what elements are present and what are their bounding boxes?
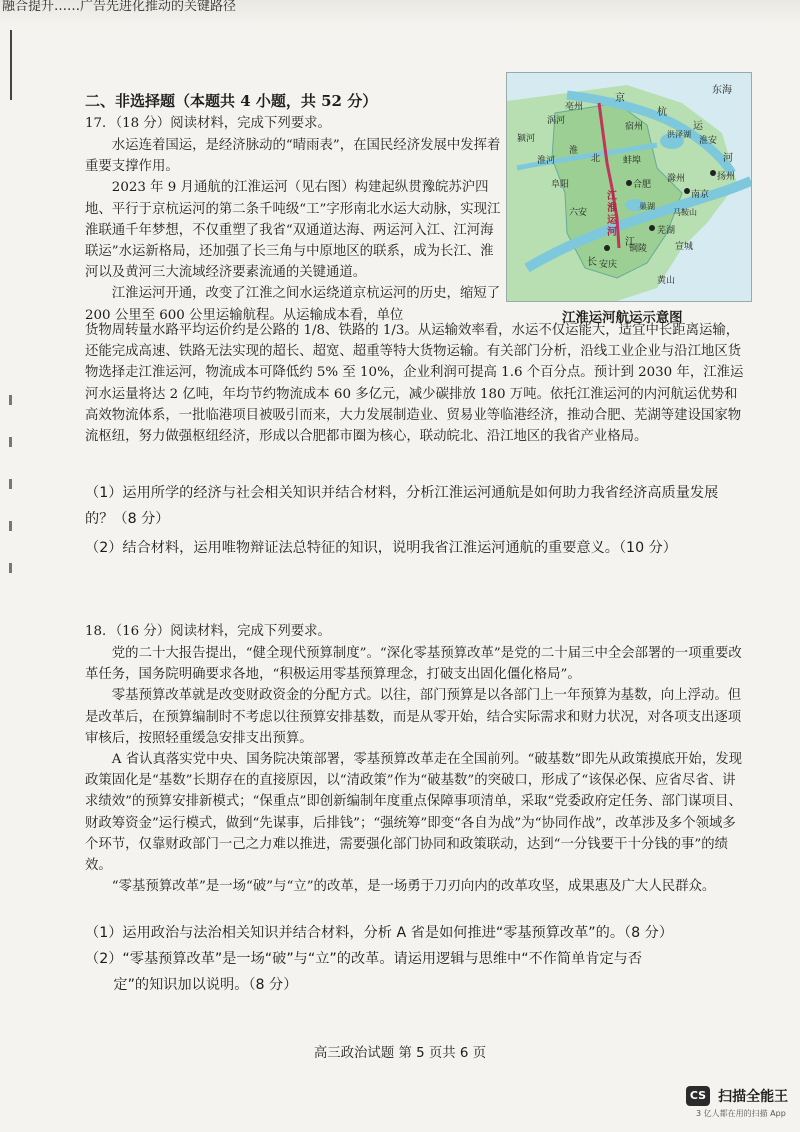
q17-material-column	[85, 135, 503, 326]
q18-material	[85, 643, 745, 897]
map-label-yun: 运	[693, 121, 703, 132]
map-label-luan: 六安	[569, 208, 588, 218]
map-label-hongzehu: 洪泽湖	[667, 130, 691, 139]
binding-marks	[8, 395, 14, 615]
map-label-huai: 淮	[569, 146, 579, 156]
map-label-bengbu: 蚌埠	[623, 156, 642, 166]
watermark-sub: 3 亿人都在用的扫描 App	[696, 1108, 786, 1118]
q18-sub2-line1: （2）“零基预算改革”是一场“破”与“立”的改革。请运用逻辑与思维中“不作简单肯定与否	[85, 951, 643, 967]
map-label-wuhu: 芜湖	[657, 226, 676, 236]
camscanner-watermark	[686, 1085, 788, 1119]
q18-sub2-line2: 定”的知识加以说明。（8 分）	[113, 977, 298, 993]
q17-material-full	[85, 320, 745, 447]
map-city-wuhu	[649, 225, 655, 231]
q18-heading: 18．（16 分）阅读材料，完成下列要求。	[85, 624, 331, 639]
map-label-nanjing: 南京	[691, 190, 710, 200]
map-label-bozhou: 亳州	[565, 102, 584, 112]
q18-para1: 党的二十大报告提出，“健全现代预算制度”。“深化零基预算改革”是党的二十届三中全会部署的一项重要改革任务，国务院明确要求各地，“积极运用零基预算理念，打破支出固化僵化格局”。	[85, 646, 742, 683]
map-label-maanshan: 马鞍山	[673, 208, 697, 217]
map-label-hefei: 合肥	[633, 180, 652, 190]
scan-edge-mark	[10, 30, 12, 100]
page-footer: 高三政治试题 第 5 页共 6 页	[313, 1046, 487, 1061]
q18-sub1: （1）运用政治与法治相关知识并结合材料，分析 A 省是如何推进“零基预算改革”的。（8 分）	[85, 925, 674, 941]
q18-para4: “零基预算改革”是一场“破”与“立”的改革，是一场勇于刀刃向内的改革攻坚，成果惠及广大人民群众。	[111, 879, 716, 895]
map-label-xuancheng: 宣城	[675, 242, 694, 252]
q18-para3: A 省认真落实党中央、国务院决策部署，零基预算改革走在全国前列。“破基数”即先从政策摸底开始，发现政策固化是“基数”长期存在的直接原因，以“清政策”作为“破基数”的突破口，形成了“该保必保、应省尽省、讲求绩效”的预算安排新模式；“保重点”即创新编制年度重点保障事项清单，采取“党委政府定任务、部门谋项目、财政筹资金”运行模式，做到“先谋事，后排钱”；“强统筹”即变“各自为战”为“协同作战”，改革涉及多个领域多个环节，仅靠财政部门一己之力难以推进，需要强化部门协同和政策联动，达到“一分钱要干十分钱的事”的绩效。	[85, 752, 742, 874]
map-label-anqing: 安庆	[599, 260, 618, 270]
map-label-jiang: 江	[625, 237, 635, 248]
map-svg	[507, 73, 751, 301]
map-label-donghai: 东海	[712, 85, 732, 96]
cropped-header-line	[0, 0, 800, 26]
map-label-yangzhou: 扬州	[717, 172, 736, 182]
map-caption: 江淮运河航运示意图	[562, 311, 683, 326]
map-label-huaihe: 淮河	[537, 156, 556, 166]
map-city-nanjing	[684, 188, 690, 194]
map-label-bei: 北	[591, 154, 601, 164]
q17-sub1: （1）运用所学的经济与社会相关知识并结合材料，分析江淮运河通航是如何助力我省经济高质量发展的？（8 分）	[85, 485, 719, 527]
q17-sub2: （2）结合材料，运用唯物辩证法总特征的知识，说明我省江淮运河通航的重要意义。（10 分）	[85, 540, 677, 556]
jianghuai-canal-map	[506, 72, 752, 302]
q17-para2: 2023 年 9 月通航的江淮运河（见右图）构建起纵贯豫皖苏沪四地、平行于京杭运河的第二条千吨级“工”字形南北水运大动脉，实现江淮联通千年梦想，不仅重塑了我省“双通道达海、两运河入江、江河海联运”水运新格局，还加强了长三角与中原地区的联系，成为长江、淮河以及黄河三大流域经济要素流通的关键通道。	[85, 180, 501, 281]
map-city-anqing	[604, 245, 610, 251]
q17-para3-start: 江淮运河开通，改变了江淮之间水运绕道京杭运河的历史，缩短了 200 公里至 600 公里运输航程。从运输成本看，单位	[85, 286, 501, 323]
map-label-chaohu: 巢湖	[639, 202, 655, 211]
map-label-hang: 杭	[657, 107, 667, 118]
map-label-canal: 江淮运河	[607, 191, 617, 238]
map-city-yangzhou	[710, 170, 716, 176]
map-label-chang: 长	[587, 257, 597, 268]
header-fragment: 融合提升……广告先进化推动的关键路径	[2, 0, 237, 14]
q18-para2: 零基预算改革就是改变财政资金的分配方式。以往，部门预算是以各部门上一年预算为基数，向上浮动。但是改革后，在预算编制时不考虑以往预算安排基数，而是从零开始，结合实际需求和财力状况，对各项支出逐项审核后，按照轻重缓急安排支出预算。	[85, 688, 742, 746]
map-city-hefei	[626, 180, 632, 186]
watermark-name: 扫描全能王	[718, 1088, 789, 1105]
map-label-chuzhou: 滁州	[667, 174, 686, 184]
map-label-fuyang: 阜阳	[551, 180, 570, 190]
map-label-he: 河	[723, 153, 733, 164]
map-label-jing: 京	[615, 93, 625, 104]
q17-para1: 水运连着国运，是经济脉动的“晴雨表”，在国民经济发展中发挥着重要支撑作用。	[85, 138, 501, 175]
map-label-yinghe: 颍河	[517, 134, 536, 144]
q17-heading: 17．（18 分）阅读材料，完成下列要求。	[85, 116, 331, 131]
section-title: 二、非选择题（本题共 4 小题，共 52 分）	[85, 92, 378, 110]
map-label-suzhou: 宿州	[625, 122, 644, 132]
q17-para3-cont: 货物周转量水路平均运价约是公路的 1/8、铁路的 1/3。从运输效率看，水运不仅运能大，适宜中长距离运输，还能完成高速、铁路无法实现的超长、超宽、超重等特大货物运输。有关部门分析，沿线工业企业与沿江地区货物选择走江淮运河，物流成本可降低约 5% 至 10%，企业利润可提高 1.6 个百分点。预计到 2030 年，江淮运河水运量将达 2 亿吨，年均节约物流成本 60 多亿元，减少碳排放 180 万吨。依托江淮运河的内河航运优势和高效物流体系，一批临港项目被吸引而来，大力发展制造业、贸易业等临港经济，推动合肥、芜湖等建设国家物流枢纽，努力做强枢纽经济，形成以合肥都市圈为核心，联动皖北、沿江地区的我省产业格局。	[85, 323, 744, 445]
map-label-huaian: 淮安	[699, 136, 718, 146]
map-label-guohe: 涡河	[547, 116, 566, 126]
map-label-huangshan: 黄山	[657, 276, 676, 286]
camscanner-logo-icon: CS	[686, 1086, 710, 1106]
map-label-tongling: 铜陵	[629, 244, 648, 254]
